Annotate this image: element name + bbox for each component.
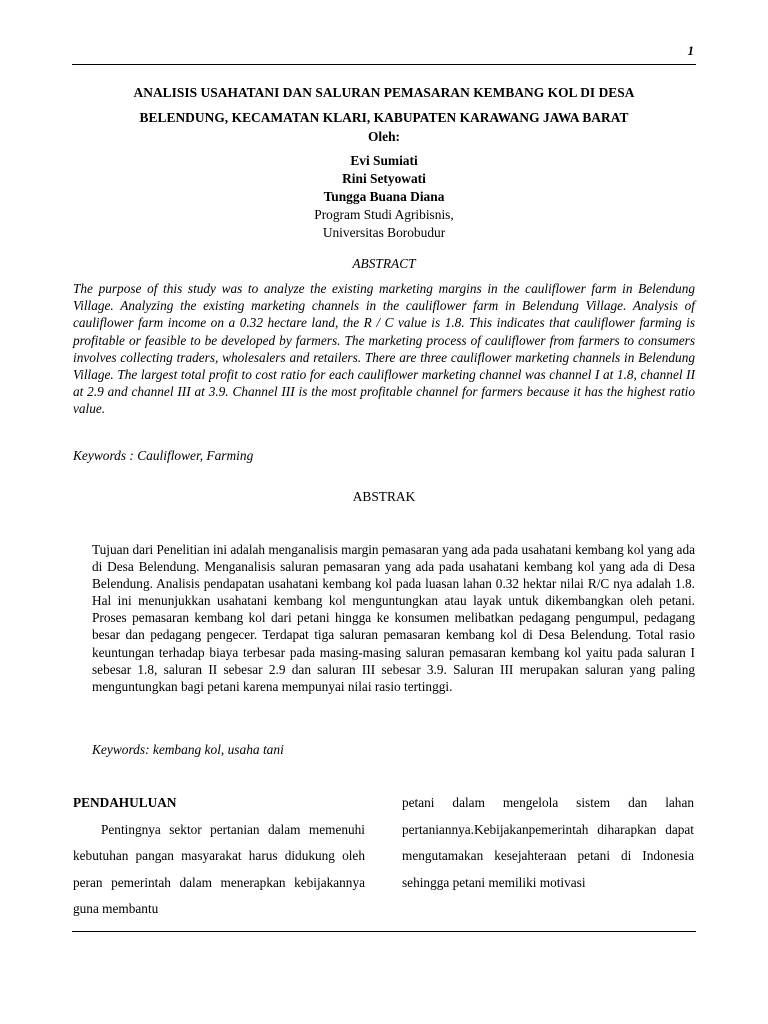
byline-label: Oleh: xyxy=(368,129,400,144)
intro-left-column xyxy=(73,790,365,923)
affiliation-department: Program Studi Agribisnis, xyxy=(314,207,454,222)
author-block xyxy=(72,152,696,242)
abstrak-heading: ABSTRAK xyxy=(352,489,416,504)
abstract-keywords: Keywords : Cauliflower, Farming xyxy=(73,448,254,463)
intro-paragraph-left: Pentingnya sektor pertanian dalam memenuhi kebutuhan pangan masyarakat harus didukung oleh peran pemerintah dalam menerapkan kebijakannya guna membantu xyxy=(73,821,365,916)
abstrak-body: Tujuan dari Penelitian ini adalah menganalisis margin pemasaran yang ada pada usahatani kembang kol yang ada di Desa Belendung. Menganalisis saluran pemasaran yang ada pada usahatani kembang kol yang ada di Desa Belendung. Analisis pendapatan usahatani kembang kol pada luasan lahan 0.32 hektar nilai R/C nya adalah 1.8. Hal ini menunjukkan usahatani kembang kol menguntungkan atau layak untuk dikembangkan oleh petani. Proses pemasaran kembang kol dari petani hingga ke konsumen melibatkan pedagang pengumpul, pedagang besar dan pedagang pengecer. Terdapat tiga saluran pemasaran kembang kol di Desa Belendung. Total rasio keuntungan terhadap biaya terbesar pada masing-masing saluran pemasaran kembang kol yaitu pada saluran I sebesar 1.8, saluran II sebesar 2.9 dan saluran III sebesar 3.9. Saluran III merupakan saluran yang paling menguntungkan bagi petani karena mempunyai nilai rasio tertinggi. xyxy=(92,542,695,694)
author-2: Rini Setyowati xyxy=(342,171,426,186)
abstract-heading: ABSTRACT xyxy=(352,256,416,271)
footer-rule xyxy=(72,931,696,932)
header-rule xyxy=(72,64,696,65)
intro-right-column xyxy=(402,790,694,896)
abstract-body: The purpose of this study was to analyze the existing marketing margins in the cauliflower farm in Belendung Village. Analyzing the existing marketing channels in the cauliflower farm in Belendung Village. Analysis of cauliflower farm income on a 0.32 hectare land, the R / C value is 1.8. This indicates that cauliflower farming is profitable or feasible to be developed by farmers. The marketing process of cauliflower from farmers to consumers involves collecting traders, wholesalers and retailers. There are three cauliflower marketing channels in Belendung Village. The largest total profit to cost ratio for each cauliflower marketing channel was channel I at 1.8, channel II at 2.9 and channel III at 3.9. Channel III is the most profitable channel for farmers because it has the highest ratio value. xyxy=(73,281,695,417)
author-3: Tungga Buana Diana xyxy=(323,189,445,204)
author-1: Evi Sumiati xyxy=(350,153,418,168)
title-line-1: ANALISIS USAHATANI DAN SALURAN PEMASARAN KEMBANG KOL DI DESA xyxy=(133,85,635,100)
title-line-2: BELENDUNG, KECAMATAN KLARI, KABUPATEN KARAWANG JAWA BARAT xyxy=(139,110,629,125)
abstrak-keywords: Keywords: kembang kol, usaha tani xyxy=(92,742,284,757)
section-heading-pendahuluan: PENDAHULUAN xyxy=(73,795,177,810)
intro-paragraph-right: petani dalam mengelola sistem dan lahan pertaniannya.Kebijakanpemerintah diharapkan dapat mengutamakan kesejahteraan petani di Indonesia sehingga petani memiliki motivasi xyxy=(402,795,694,890)
affiliation-university: Universitas Borobudur xyxy=(322,225,446,240)
paper-title xyxy=(72,80,696,130)
page-number: 1 xyxy=(687,43,694,58)
